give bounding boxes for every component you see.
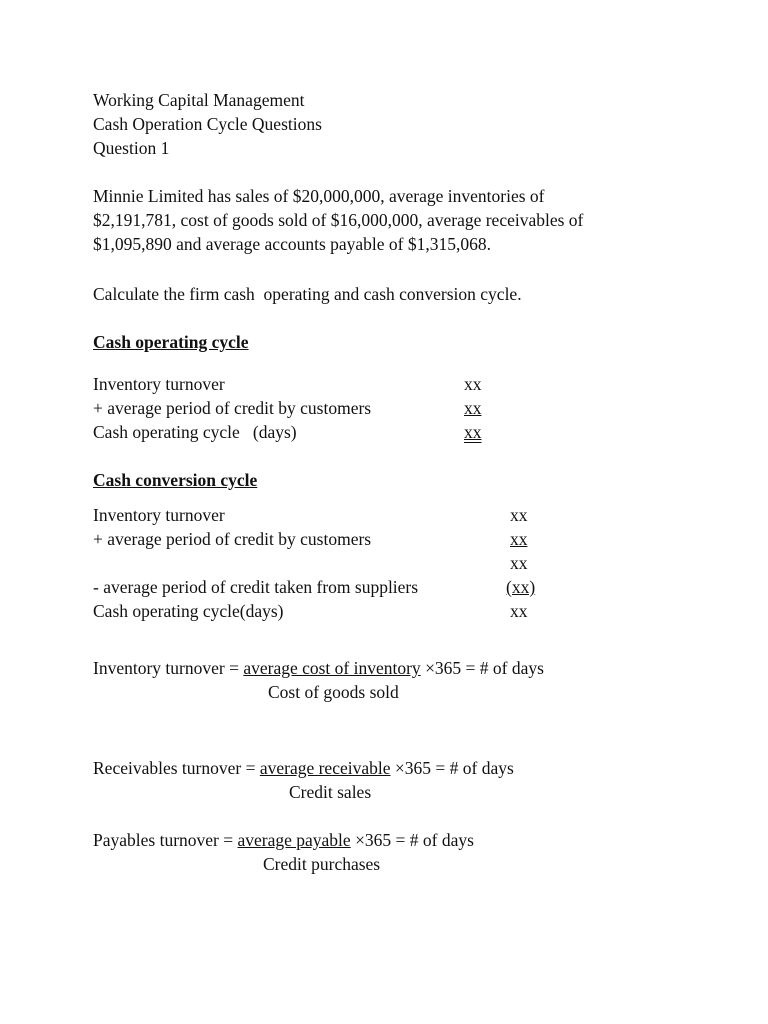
- question-number: Question 1: [93, 138, 170, 158]
- inventory-formula: [93, 656, 544, 680]
- conversion-row-label: Cash operating cycle(days): [93, 601, 284, 621]
- payables-formula: [93, 828, 474, 852]
- conversion-row-label: Inventory turnover: [93, 505, 225, 525]
- formula-prefix: Receivables turnover =: [93, 758, 260, 778]
- instruction-text: Calculate the firm cash operating and cash conversion cycle.: [93, 284, 522, 304]
- conversion-row-value: (xx): [506, 577, 536, 597]
- conversion-row-label: + average period of credit by customers: [93, 529, 372, 549]
- formula-numerator: average cost of inventory: [243, 658, 421, 678]
- operating-row-value: xx: [464, 398, 482, 418]
- operating-row-label: + average period of credit by customers: [93, 398, 372, 418]
- operating-cycle-heading: Cash operating cycle: [93, 332, 249, 352]
- formula-denominator: Credit sales: [289, 782, 372, 802]
- formula-prefix: Inventory turnover =: [93, 658, 244, 678]
- formula-denominator: Credit purchases: [263, 854, 381, 874]
- conversion-row-value: xx: [510, 505, 528, 525]
- formula-prefix: Payables turnover =: [93, 830, 238, 850]
- operating-row-label: Inventory turnover: [93, 374, 225, 394]
- conversion-row-value: xx: [510, 601, 528, 621]
- operating-row-value: xx: [464, 374, 482, 394]
- receivables-formula: [93, 756, 514, 780]
- formula-suffix: ×365 = # of days: [420, 658, 544, 678]
- operating-row-label: Cash operating cycle (days): [93, 422, 297, 442]
- formula-suffix: ×365 = # of days: [350, 830, 474, 850]
- conversion-row-value: xx: [510, 529, 528, 549]
- problem-line: $1,095,890 and average accounts payable of $1,315,068.: [93, 234, 492, 254]
- formula-suffix: ×365 = # of days: [390, 758, 514, 778]
- formula-numerator: average receivable: [259, 758, 391, 778]
- document-title: Working Capital Management: [93, 90, 305, 110]
- formula-numerator: average payable: [237, 830, 351, 850]
- formula-denominator: Cost of goods sold: [268, 682, 399, 702]
- problem-line: $2,191,781, cost of goods sold of $16,000,000, average receivables of: [93, 210, 584, 230]
- document-subtitle: Cash Operation Cycle Questions: [93, 114, 322, 134]
- conversion-row-value: xx: [510, 553, 528, 573]
- problem-line: Minnie Limited has sales of $20,000,000, average inventories of: [93, 186, 545, 206]
- conversion-cycle-heading: Cash conversion cycle: [93, 470, 258, 490]
- operating-row-value: xx: [464, 422, 482, 442]
- conversion-row-label: - average period of credit taken from suppliers: [93, 577, 419, 597]
